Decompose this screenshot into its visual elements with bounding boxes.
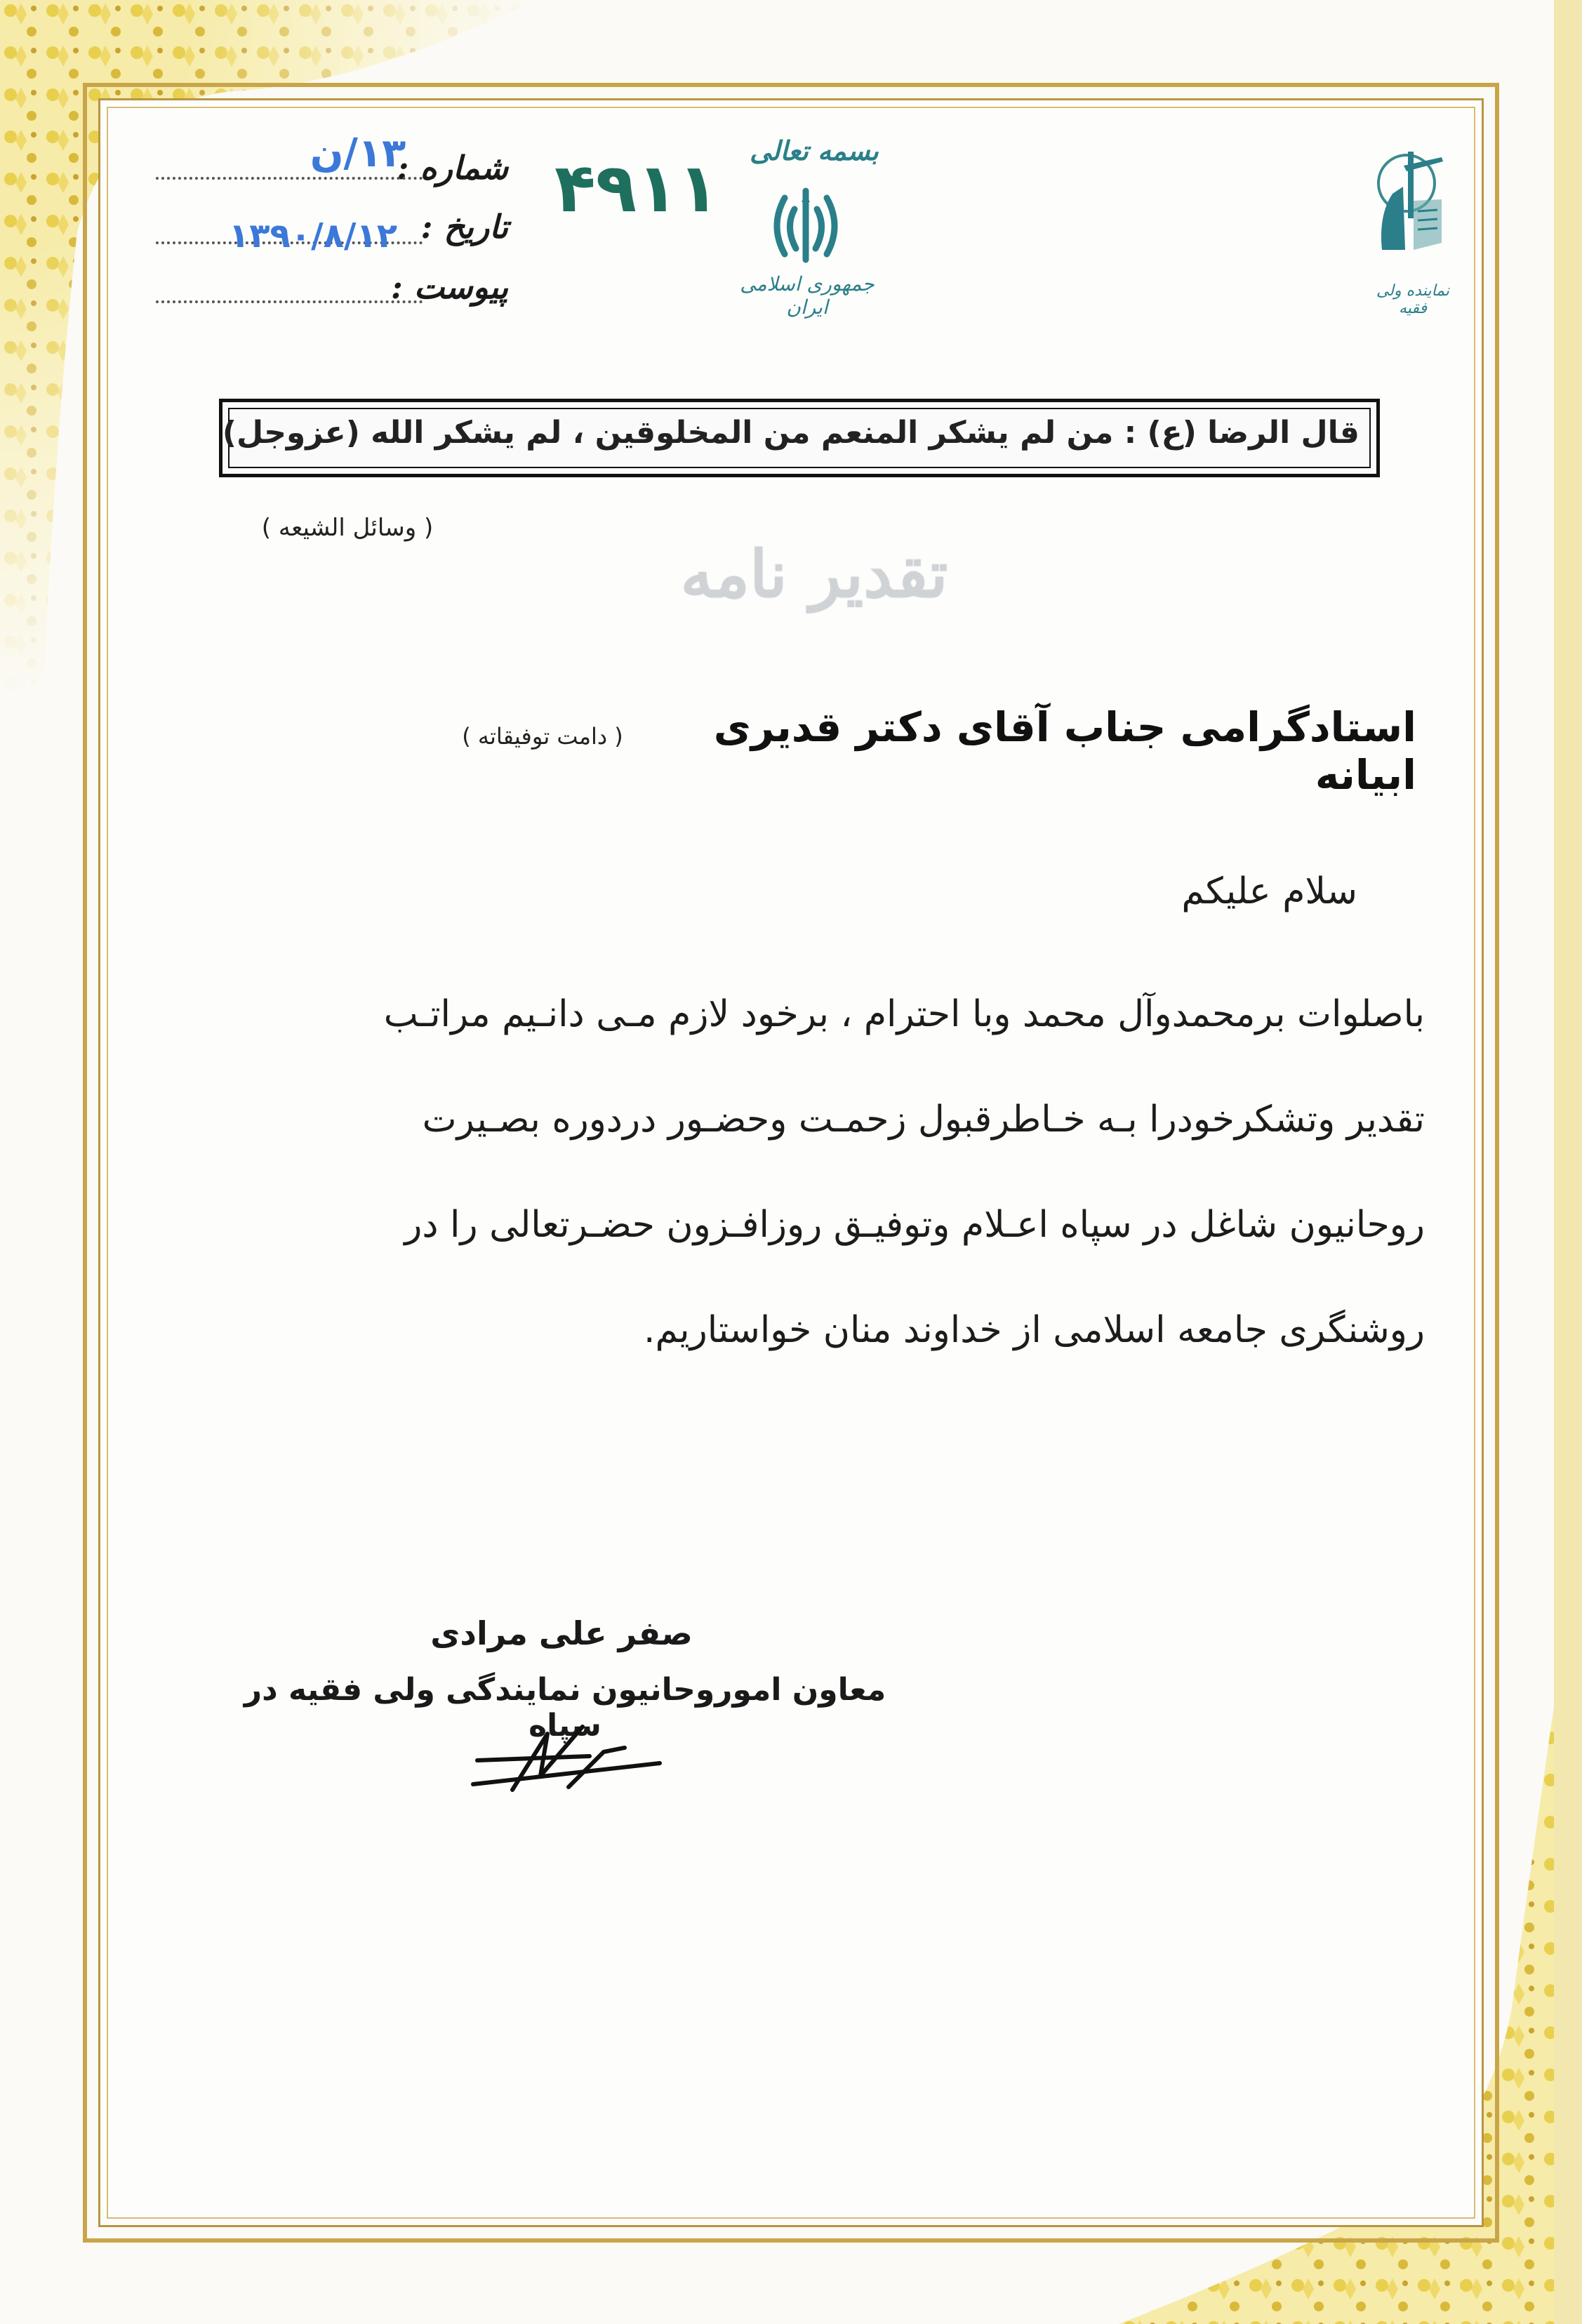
number-value: ۱۳/ن [310,131,406,176]
registration-number: ۴۹۱۱ [554,149,719,227]
date-value: ۱۳۹۰/۸/۱۲ [228,216,398,255]
number-dots [156,177,423,180]
signer-name: صفر علی مرادی [430,1614,693,1652]
iran-emblem-icon [764,184,848,268]
body-line: تقدیر وتشکرخودرا بـه خـاطرقبول زحمـت وحضـور دردوره بصـیرت [422,1098,1425,1141]
recipient-suffix: ( دامت توفیقاته ) [462,723,623,750]
page-title: تقدیر نامه [680,536,948,612]
number-label: شماره : [397,149,508,187]
date-label: تاریخ : [420,208,508,246]
letter-body [201,962,1425,1383]
greeting: سلام علیکم [1181,870,1357,912]
irgc-caption: نماینده ولی فقیه [1376,282,1450,317]
quote-text: قال الرضا (ع) : من لم یشکر المنعم من المخلوقین ، لم یشکر الله (عزوجل) [222,415,1360,451]
body-line: روشنگری جامعه اسلامی از خداوند منان خواستاریم. [644,1309,1425,1351]
signer-position: معاون اموروحانیون نمایندگی ولی فقیه در سپاه [244,1672,886,1744]
body-line: روحانیون شاغل در سپاه اعـلام وتوفیـق روزافـزون حضـرتعالی را در [404,1204,1425,1246]
bismillah-text: بسمه تعالی [750,135,879,166]
attachment-label: پیوست : [390,268,508,306]
irgc-emblem-icon [1364,145,1456,264]
signature-mark [463,1720,674,1804]
quote-box [219,399,1380,477]
recipient-name: استادگرامی جناب آقای دکتر قدیری ابیانه [713,703,1416,799]
quote-source: ( وسائل الشیعه ) [261,514,434,542]
body-line: باصلوات برمحمدوآل محمد وبا احترام ، برخود لازم مـی دانـیم مراتـب [383,993,1425,1035]
attachment-dots [156,300,423,303]
republic-text: جمهوری اسلامی ایران [740,272,875,319]
